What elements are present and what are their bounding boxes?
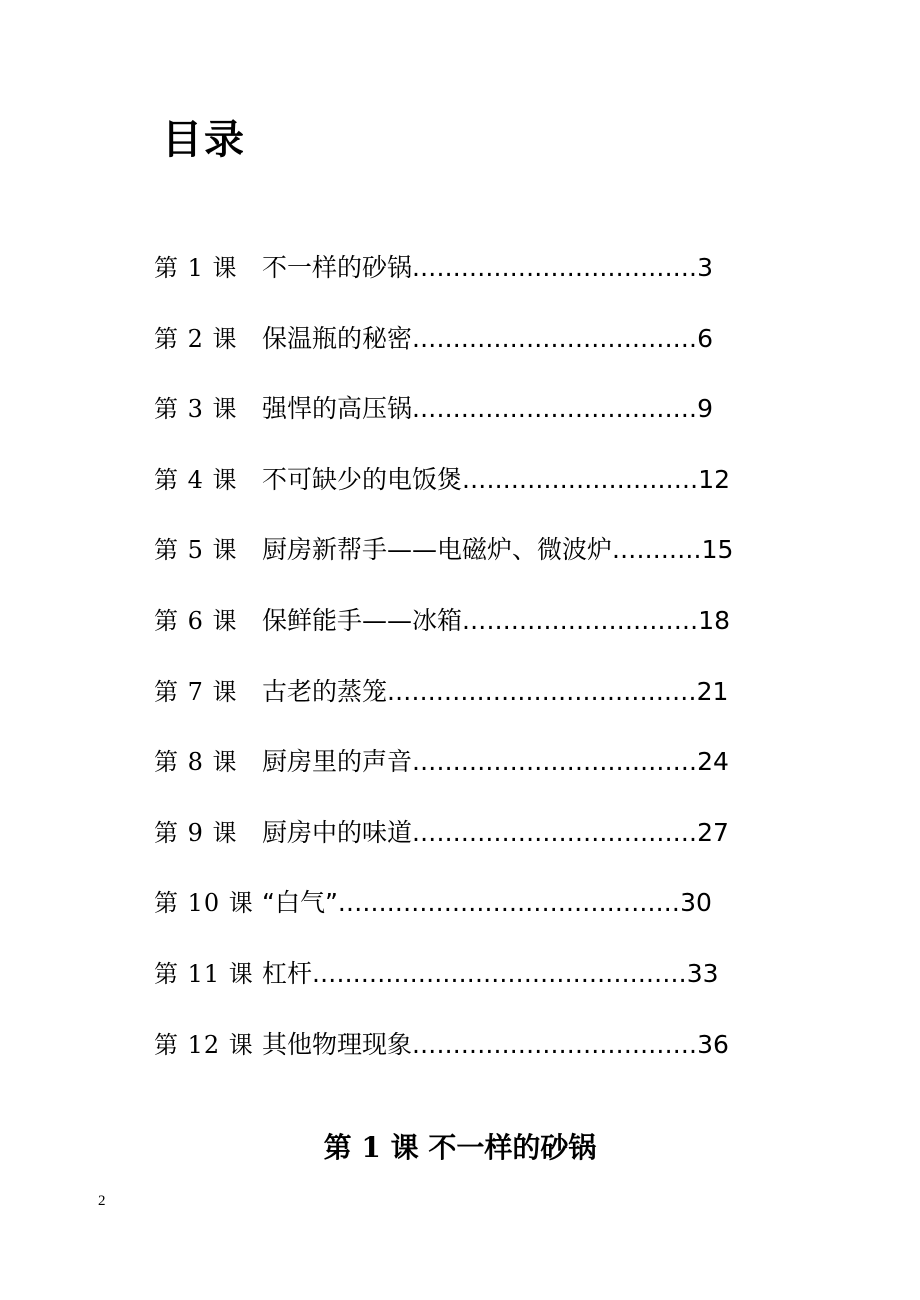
chapter-heading: 第 1 课 不一样的砂锅 — [323, 1131, 597, 1164]
toc-page-number: 9 — [697, 394, 714, 424]
toc-lesson-title: 不可缺少的电饭煲 — [262, 464, 463, 494]
toc-lesson-number: 第 2 课 — [154, 324, 238, 353]
toc-lesson-title: 不一样的砂锅 — [262, 253, 413, 282]
toc-entry[interactable] — [154, 812, 733, 883]
toc-entry[interactable] — [154, 529, 733, 600]
toc-dot-leader: ................................... — [412, 1029, 698, 1059]
toc-lesson-number: 第 5 课 — [154, 536, 238, 565]
toc-lesson-number: 第 9 课 — [154, 818, 238, 847]
toc-lesson-title: “白气” — [262, 888, 338, 918]
toc-entry[interactable] — [154, 882, 733, 953]
toc-entry[interactable] — [154, 600, 733, 671]
toc-page-number: 6 — [697, 323, 714, 353]
toc-lesson-number: 第 1 课 — [154, 254, 238, 282]
toc-dot-leader: .............................................. — [312, 958, 687, 988]
toc-page-number: 18 — [698, 605, 731, 635]
toc-dot-leader: ................................... — [412, 747, 698, 777]
toc-entry[interactable] — [154, 459, 733, 530]
toc-dot-leader: ............................. — [462, 605, 699, 635]
toc-lesson-title: 保温瓶的秘密 — [262, 323, 413, 353]
toc-lesson-number: 第 3 课 — [154, 395, 238, 424]
toc-lesson-title: 厨房新帮手——电磁炉、微波炉 — [262, 535, 613, 565]
toc-dot-leader: ................................... — [412, 394, 698, 424]
toc-lesson-number: 第 11 课 — [154, 959, 254, 988]
toc-page-number: 36 — [697, 1029, 729, 1059]
toc-page-number: 15 — [701, 535, 734, 565]
toc-lesson-title: 厨房里的声音 — [262, 747, 413, 777]
toc-lesson-number: 第 12 课 — [154, 1030, 254, 1059]
toc-lesson-number: 第 6 课 — [154, 606, 238, 635]
toc-page-number: 30 — [680, 888, 712, 918]
toc-title: 目录 — [162, 117, 246, 163]
page-number: 2 — [98, 1193, 106, 1209]
toc-dot-leader: .......................................... — [337, 888, 681, 918]
toc-lesson-number: 第 10 课 — [154, 889, 254, 918]
toc-dot-leader: ................................... — [412, 323, 698, 353]
toc-entry[interactable] — [154, 671, 733, 742]
toc-entry[interactable] — [154, 318, 733, 389]
toc-lesson-title: 强悍的高压锅 — [262, 394, 413, 424]
toc-dot-leader: ................................... — [412, 253, 698, 282]
toc-entry[interactable] — [154, 247, 733, 318]
toc-entry[interactable] — [154, 741, 733, 812]
toc-lesson-title: 厨房中的味道 — [262, 817, 413, 847]
table-of-contents — [154, 247, 733, 1094]
toc-entry[interactable] — [154, 388, 733, 459]
toc-entry[interactable] — [154, 953, 733, 1024]
toc-dot-leader: ...................................... — [387, 676, 697, 706]
toc-page-number: 3 — [697, 253, 714, 282]
toc-dot-leader: ........... — [612, 535, 702, 565]
toc-lesson-title: 杠杆 — [262, 958, 313, 988]
toc-lesson-title: 保鲜能手——冰箱 — [262, 605, 463, 635]
toc-lesson-number: 第 4 课 — [154, 465, 238, 494]
toc-page-number: 12 — [698, 464, 731, 494]
toc-page-number: 21 — [696, 676, 729, 706]
toc-page-number: 24 — [697, 747, 729, 777]
toc-page-number: 27 — [697, 817, 729, 847]
toc-lesson-title: 其他物理现象 — [262, 1029, 413, 1059]
toc-page-number: 33 — [686, 958, 719, 988]
toc-lesson-number: 第 8 课 — [154, 748, 238, 777]
toc-lesson-title: 古老的蒸笼 — [262, 676, 388, 706]
toc-dot-leader: ............................. — [462, 464, 699, 494]
toc-lesson-number: 第 7 课 — [154, 677, 238, 706]
toc-entry[interactable] — [154, 1024, 733, 1095]
toc-dot-leader: ................................... — [412, 817, 698, 847]
